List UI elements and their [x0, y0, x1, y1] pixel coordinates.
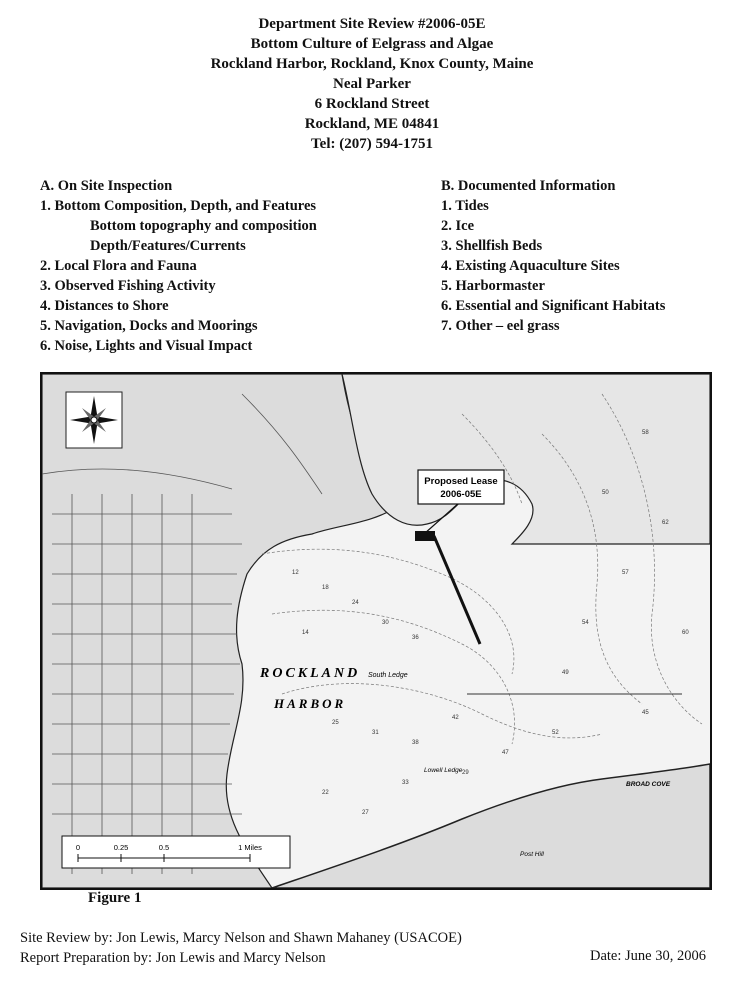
review-subtitle: Bottom Culture of Eelgrass and Algae [250, 36, 494, 52]
broad-cove-label: BROAD COVE [626, 781, 671, 788]
review-title: Department Site Review #2006-05E [258, 16, 486, 32]
figure-caption: Figure 1 [88, 890, 142, 906]
harbor-label-rockland: ROCKLAND [260, 666, 361, 681]
section-b-title: B. Documented Information [441, 178, 616, 194]
svg-text:54: 54 [582, 620, 589, 626]
post-hill-label: Post Hill [520, 851, 544, 858]
applicant-street: 6 Rockland Street [314, 96, 430, 112]
list-item: 1. Bottom Composition, Depth, and Features [40, 198, 317, 214]
svg-text:22: 22 [322, 790, 329, 796]
lease-label-line1: Proposed Lease [424, 476, 498, 487]
svg-text:57: 57 [622, 570, 629, 576]
svg-text:42: 42 [452, 715, 459, 721]
list-item: 6. Essential and Significant Habitats [441, 298, 666, 314]
list-item: 5. Harbormaster [441, 278, 545, 294]
south-ledge-label: South Ledge [368, 672, 408, 679]
applicant-city: Rockland, ME 04841 [304, 116, 440, 132]
list-item: 6. Noise, Lights and Visual Impact [40, 338, 253, 354]
svg-text:52: 52 [552, 730, 559, 736]
report-preparation-credits: Report Preparation by: Jon Lewis and Marcy Nelson [20, 950, 326, 966]
harbor-chart-map [40, 372, 712, 890]
lowell-ledge-label: Lowell Ledge [424, 767, 463, 774]
svg-text:27: 27 [362, 810, 369, 816]
svg-text:18: 18 [322, 585, 329, 591]
scale-label-quarter: 0.25 [113, 843, 129, 852]
svg-text:29: 29 [462, 770, 469, 776]
chart-map-svg [42, 374, 710, 888]
list-item: 3. Shellfish Beds [441, 238, 543, 254]
svg-text:36: 36 [412, 635, 419, 641]
list-item: 5. Navigation, Docks and Moorings [40, 318, 258, 334]
document-footer [20, 928, 462, 968]
breakwater [434, 536, 480, 644]
scale-label-half: 0.5 [158, 843, 170, 852]
svg-text:14: 14 [302, 630, 309, 636]
site-review-credits: Site Review by: Jon Lewis, Marcy Nelson and Shawn Mahaney (USACOE) [20, 930, 462, 946]
svg-text:49: 49 [562, 670, 569, 676]
section-a-title: A. On Site Inspection [40, 178, 173, 194]
list-item: 1. Tides [441, 198, 489, 214]
list-subitem: Bottom topography and composition [90, 218, 317, 234]
list-item: 4. Distances to Shore [40, 298, 169, 314]
svg-text:30: 30 [382, 620, 389, 626]
svg-text:25: 25 [332, 720, 339, 726]
list-subitem: Depth/Features/Currents [90, 238, 246, 254]
svg-text:33: 33 [402, 780, 409, 786]
svg-text:58: 58 [642, 430, 649, 436]
applicant-name: Neal Parker [333, 76, 411, 92]
svg-text:62: 62 [662, 520, 669, 526]
list-item: 3. Observed Fishing Activity [40, 278, 216, 294]
section-a-list [40, 176, 317, 356]
land-area [42, 374, 402, 888]
section-b-list [441, 176, 665, 336]
site-location: Rockland Harbor, Rockland, Knox County, Maine [210, 56, 534, 72]
lease-label-line2: 2006-05E [440, 489, 482, 500]
svg-text:24: 24 [352, 600, 359, 606]
list-item: 2. Ice [441, 218, 475, 234]
scale-label-mile: 1 Miles [238, 843, 262, 852]
svg-text:47: 47 [502, 750, 509, 756]
list-item: 4. Existing Aquaculture Sites [441, 258, 620, 274]
scale-label-0: 0 [75, 843, 81, 852]
applicant-phone: Tel: (207) 594-1751 [311, 136, 433, 152]
harbor-label-harbor: HARBOR [274, 696, 347, 711]
svg-text:12: 12 [292, 570, 299, 576]
scale-bar [62, 836, 290, 868]
report-date: Date: June 30, 2006 [590, 948, 706, 964]
svg-text:60: 60 [682, 630, 689, 636]
north-shore [342, 374, 710, 544]
compass-rose-icon [66, 392, 122, 448]
document-header [0, 14, 744, 154]
svg-text:31: 31 [372, 730, 379, 736]
svg-text:50: 50 [602, 490, 609, 496]
svg-text:45: 45 [642, 710, 649, 716]
svg-text:38: 38 [412, 740, 419, 746]
list-item: 7. Other – eel grass [441, 318, 560, 334]
list-item: 2. Local Flora and Fauna [40, 258, 197, 274]
